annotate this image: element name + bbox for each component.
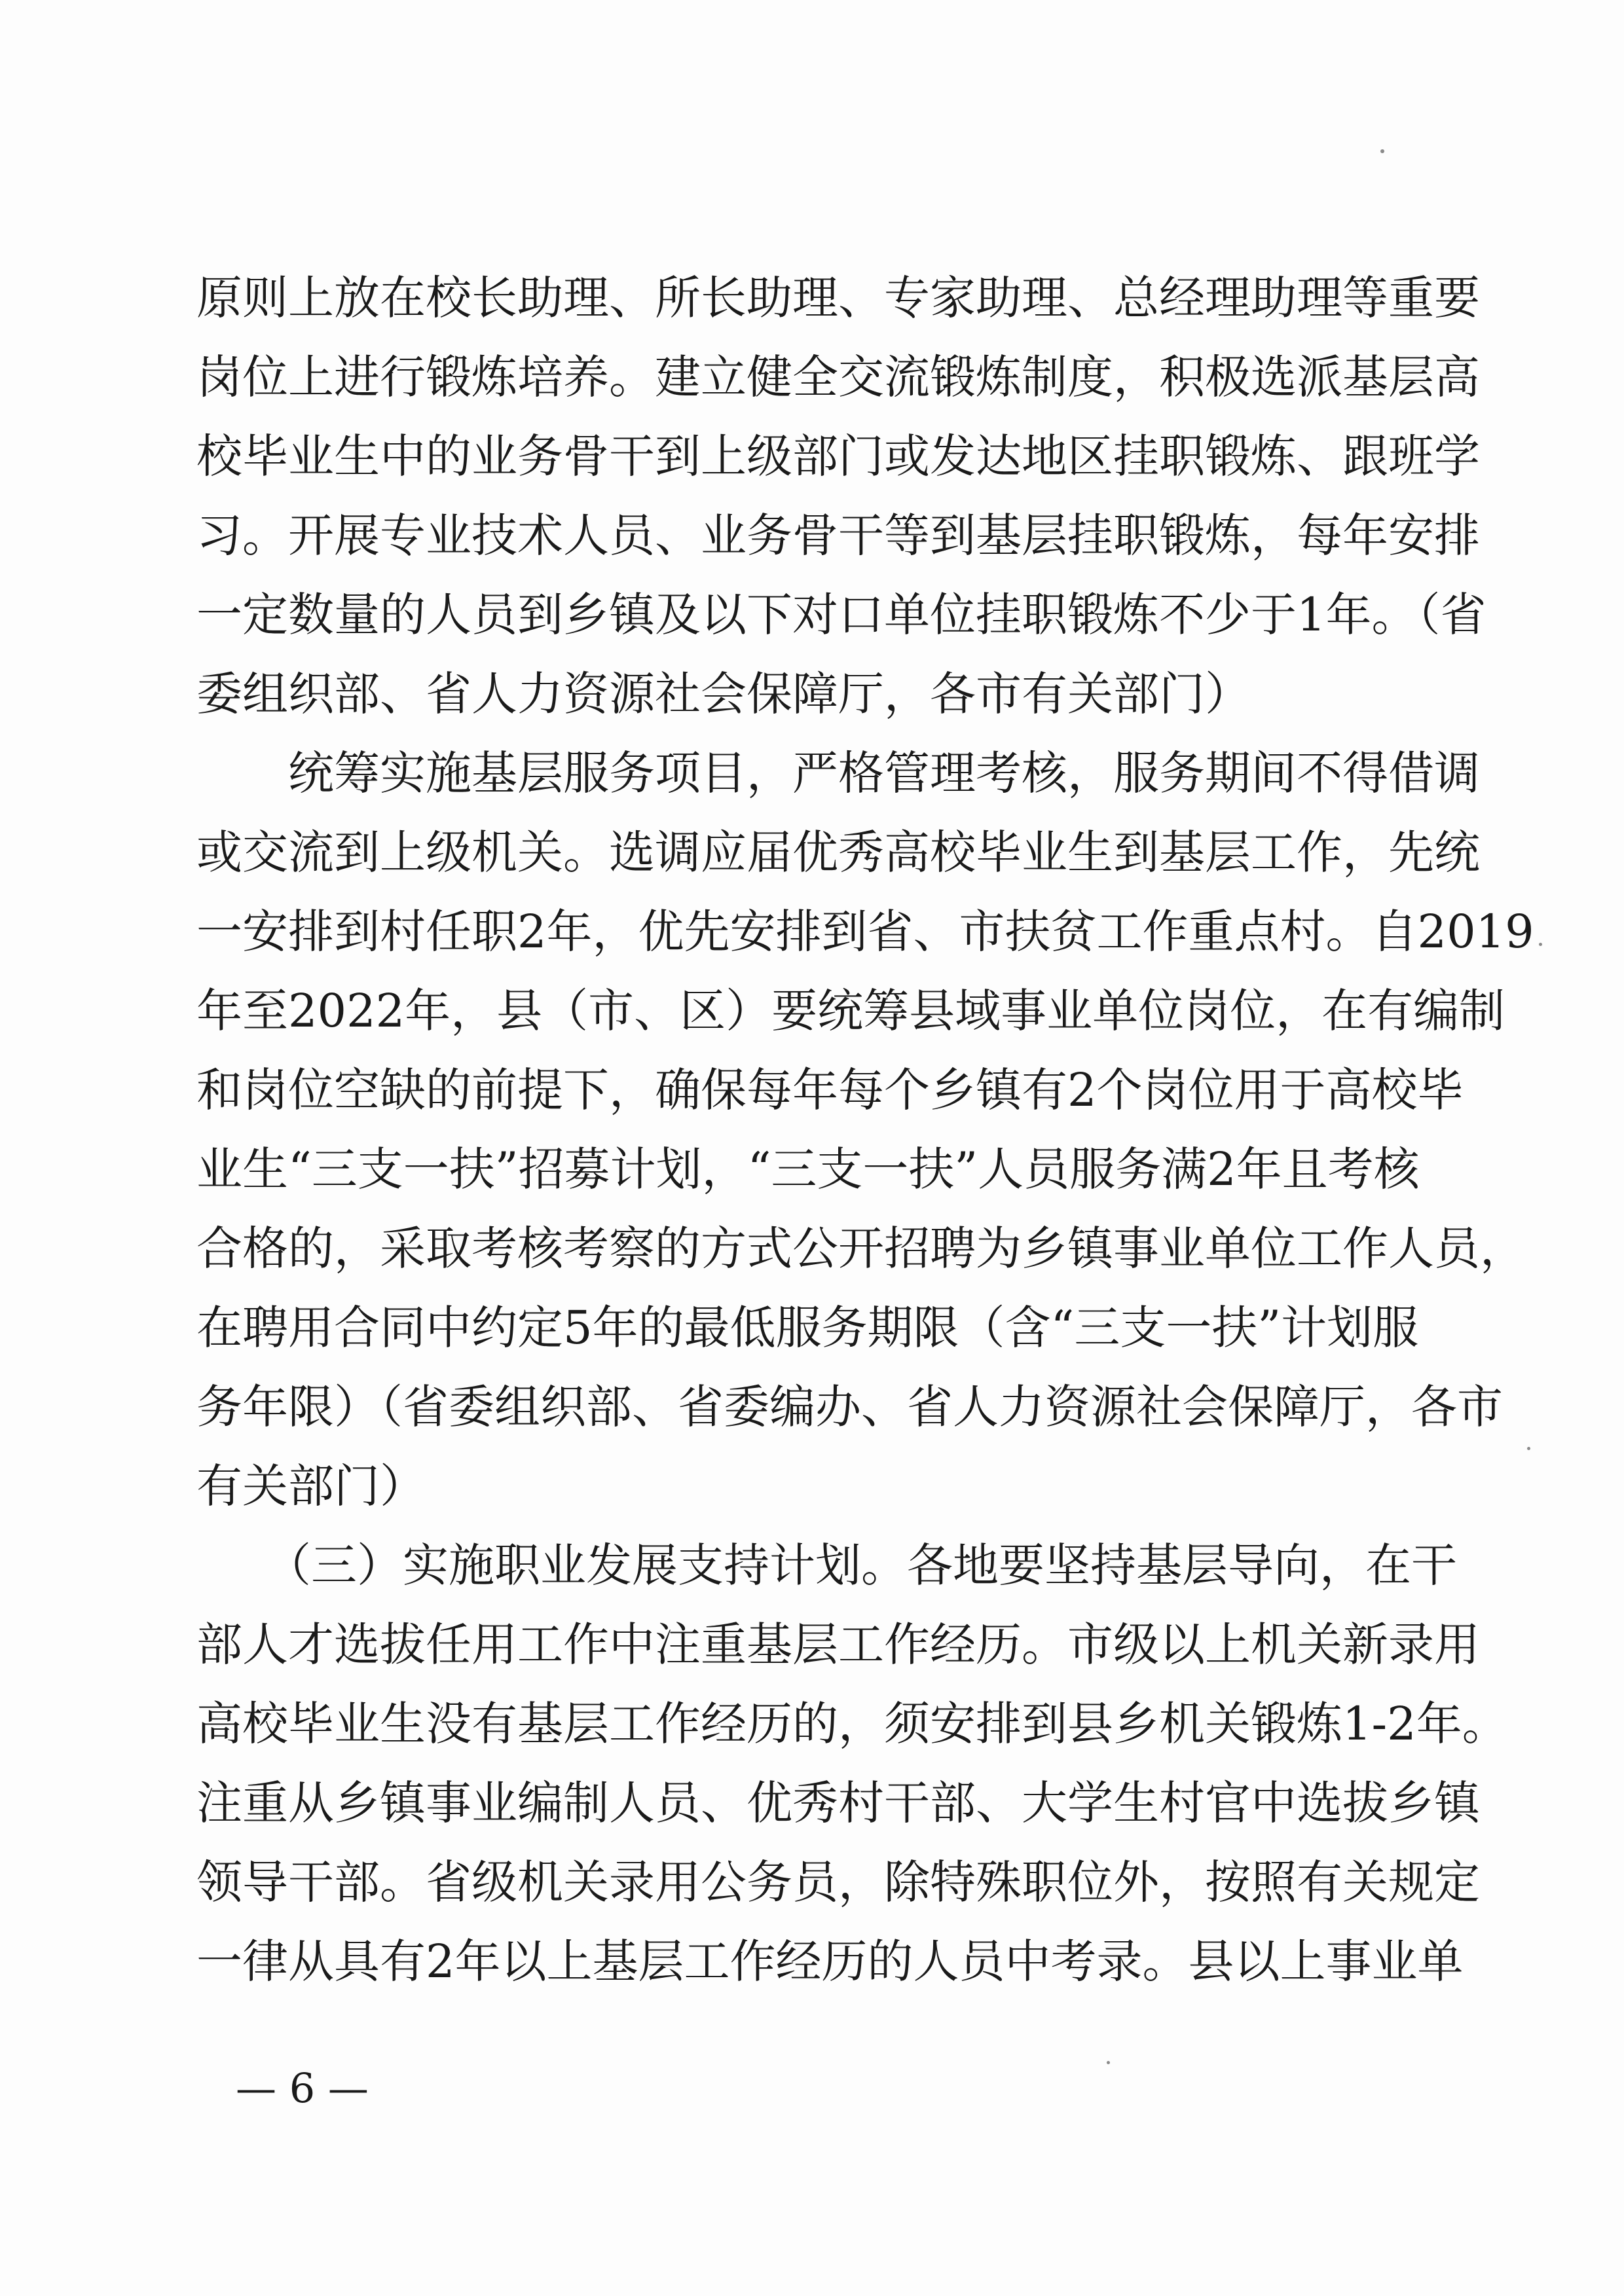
document-body [196, 259, 1534, 2001]
text-line: （三）实施职业发展支持计划。各地要坚持基层导向，在干 [196, 1539, 1457, 1592]
page-number: — 6 — [236, 2064, 369, 2112]
text-line: 习。开展专业技术人员、业务骨干等到基层挂职锻炼，每年安排 [196, 509, 1480, 562]
text-line: 有关部门） [196, 1459, 426, 1513]
text-line: 年至2022年，县（市、区）要统筹县域事业单位岗位，在有编制 [196, 984, 1505, 1038]
text-line: 部人才选拔任用工作中注重基层工作经历。市级以上机关新录用 [196, 1618, 1480, 1671]
text-line: 或交流到上级机关。选调应届优秀高校毕业生到基层工作，先统 [196, 826, 1480, 879]
text-line: 务年限）（省委组织部、省委编办、省人力资源社会保障厅，各市 [196, 1380, 1503, 1434]
scan-speck [1539, 943, 1542, 946]
text-line: 校毕业生中的业务骨干到上级部门或发达地区挂职锻炼、跟班学 [196, 429, 1480, 483]
text-line: 业生“三支一扶”招募计划，“三支一扶”人员服务满2年且考核 [196, 1142, 1420, 1196]
text-line: 注重从乡镇事业编制人员、优秀村干部、大学生村官中选拔乡镇 [196, 1776, 1480, 1830]
text-line: 委组织部、省人力资源社会保障厅，各市有关部门） [196, 667, 1251, 721]
text-line: 在聘用合同中约定5年的最低服务期限（含“三支一扶”计划服 [196, 1301, 1419, 1355]
text-line: 一律从具有2年以上基层工作经历的人员中考录。县以上事业单 [196, 1935, 1464, 1988]
text-line: 高校毕业生没有基层工作经历的，须安排到县乡机关锻炼1-2年。 [196, 1697, 1508, 1751]
text-line: 岗位上进行锻炼培养。建立健全交流锻炼制度，积极选派基层高 [196, 350, 1480, 404]
scan-speck [1380, 149, 1384, 153]
text-line: 一定数量的人员到乡镇及以下对口单位挂职锻炼不少于1年。（省 [196, 588, 1486, 642]
text-line: 统筹实施基层服务项目，严格管理考核，服务期间不得借调 [196, 746, 1480, 800]
scan-speck [1107, 2061, 1110, 2064]
text-line: 领导干部。省级机关录用公务员，除特殊职位外，按照有关规定 [196, 1855, 1480, 1909]
text-line: 合格的，采取考核考察的方式公开招聘为乡镇事业单位工作人员， [196, 1222, 1526, 1275]
text-line: 和岗位空缺的前提下，确保每年每个乡镇有2个岗位用于高校毕 [196, 1063, 1464, 1117]
text-line: 一安排到村任职2年，优先安排到省、市扶贫工作重点村。自2019 [196, 905, 1534, 958]
text-line: 原则上放在校长助理、所长助理、专家助理、总经理助理等重要 [196, 271, 1480, 325]
scan-speck [1527, 1447, 1530, 1450]
